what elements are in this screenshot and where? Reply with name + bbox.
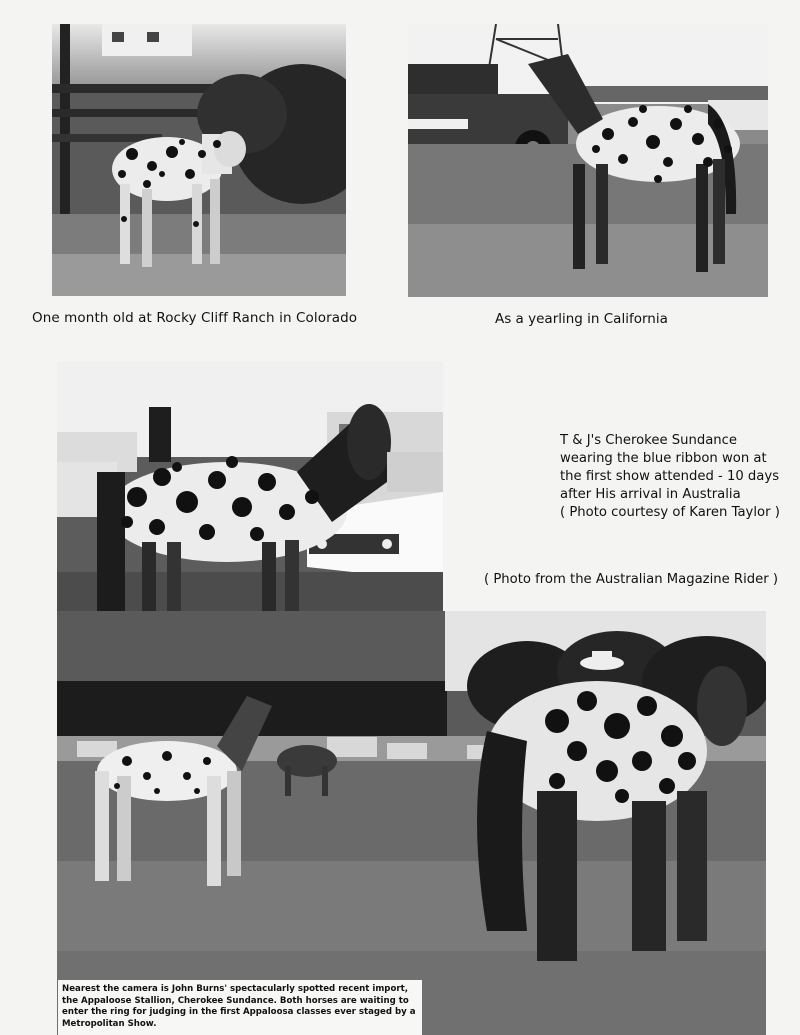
magazine-credit: ( Photo from the Australian Magazine Rider )	[484, 572, 778, 587]
show-ring-photo	[57, 611, 766, 1035]
ribbon-photo-caption	[560, 432, 790, 522]
ribbon-caption-line: wearing the blue ribbon won at	[560, 451, 767, 466]
ribbon-caption-line: ( Photo courtesy of Karen Taylor )	[560, 505, 780, 520]
show-caption-line: Metropolitan Show.	[62, 1018, 157, 1029]
show-caption-line: Nearest the camera is John Burns' spectacularly spotted recent import,	[62, 984, 408, 994]
bleed-through-text	[355, 170, 362, 183]
yearling-photo	[408, 24, 768, 297]
show-caption-line: enter the ring for judging in the first Appaloosa classes ever staged by a	[62, 1007, 416, 1017]
show-ring-photo-caption	[58, 980, 422, 1035]
foal-photo-caption: One month old at Rocky Cliff Ranch in Colorado	[32, 310, 358, 326]
show-caption-line: the Appaloose Stallion, Cherokee Sundance. Both horses are waiting to	[62, 995, 409, 1006]
ribbon-caption-line: T & J's Cherokee Sundance	[560, 433, 738, 448]
yearling-photo-caption: As a yearling in California	[495, 311, 668, 327]
foal-photo	[52, 24, 346, 296]
ribbon-caption-line: after His arrival in Australia	[560, 487, 741, 502]
ribbon-caption-line: the first show attended - 10 days	[560, 469, 780, 484]
